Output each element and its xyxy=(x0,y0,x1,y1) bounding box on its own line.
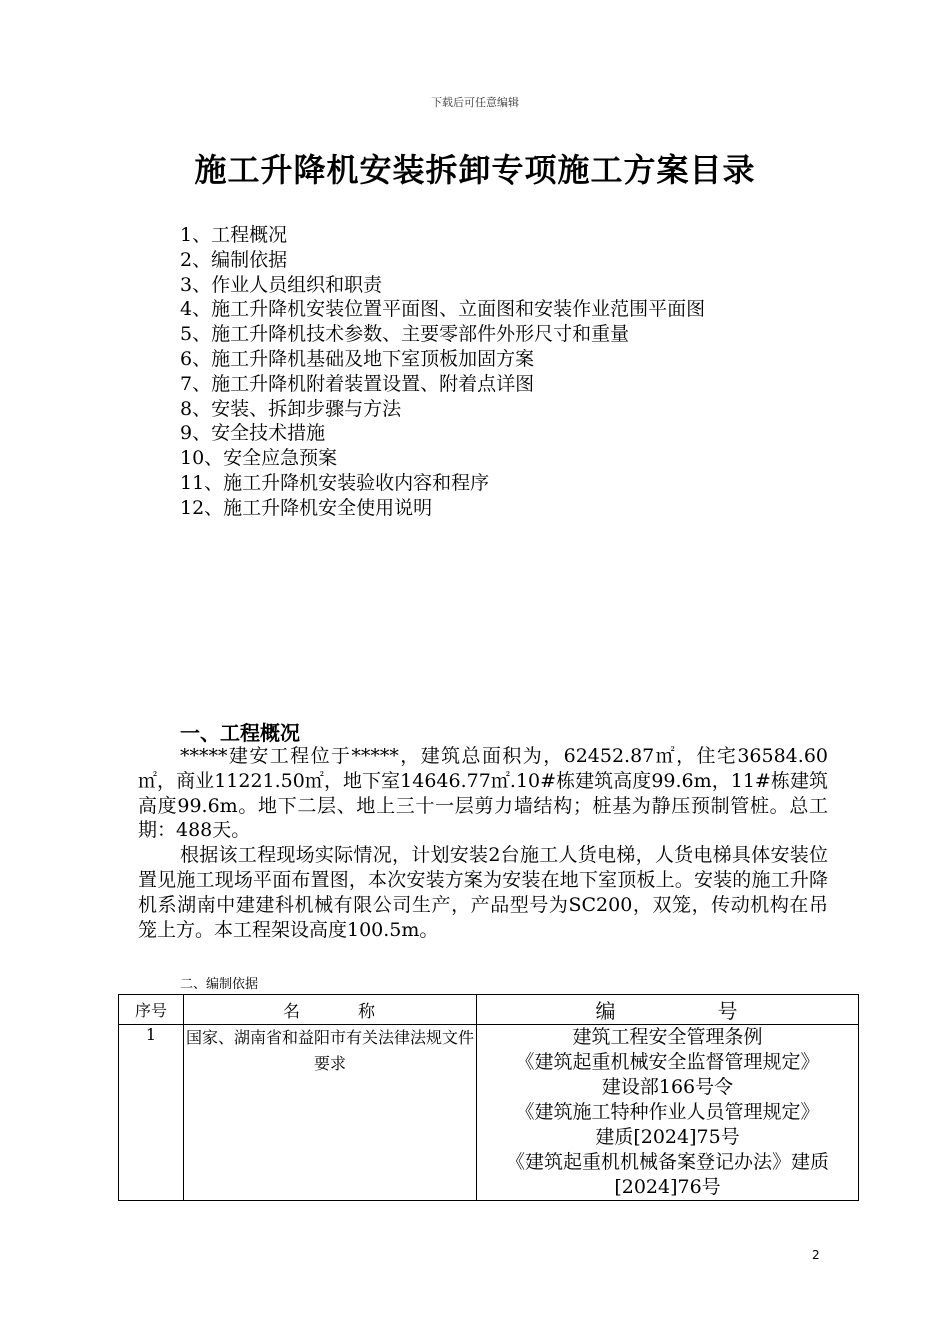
toc-item: 1、工程概况 xyxy=(180,224,288,246)
table-row xyxy=(119,1025,859,1201)
page-header-note: 下载后可任意编辑 xyxy=(431,96,519,109)
section-1-body xyxy=(138,744,828,942)
toc-item: 5、施工升降机技术参数、主要零部件外形尺寸和重量 xyxy=(180,323,630,346)
toc-item: 10、安全应急预案 xyxy=(180,447,338,470)
toc-item: 7、施工升降机附着装置设置、附着点详图 xyxy=(180,372,535,395)
basis-table xyxy=(118,994,859,1201)
column-header-name-char2: 称 xyxy=(358,1002,377,1022)
column-header-no: 序号 xyxy=(119,995,184,1025)
paragraph-installation-plan: 根据该工程现场实际情况，计划安装2台施工人货电梯，人货电梯具体安装位置见施工现场平面布置图，本次安装方案为安装在地下室顶板上。安装的施工升降机系湖南中建建科机械有限公司生产，产品型号为SC200，双笼，传动机构在吊笼上方。本工程架设高度100.5m。 xyxy=(138,844,828,941)
table-header-row xyxy=(119,995,859,1025)
column-header-code xyxy=(477,995,859,1025)
column-header-code-char2: 号 xyxy=(717,999,740,1023)
toc-item: 9、安全技术措施 xyxy=(180,422,326,445)
cell-name: 国家、湖南省和益阳市有关法律法规文件要求 xyxy=(184,1025,477,1201)
code-line: 《建筑起重机械安全监督管理规定》 xyxy=(515,1051,820,1073)
code-line: 建设部166号令 xyxy=(601,1076,734,1098)
code-line: 《建筑起重机机械备案登记办法》建质[2024]76号 xyxy=(505,1151,829,1198)
toc-item: 6、施工升降机基础及地下室顶板加固方案 xyxy=(180,347,535,370)
toc-item: 11、施工升降机安装验收内容和程序 xyxy=(180,471,490,494)
toc-item: 12、施工升降机安全使用说明 xyxy=(180,496,433,519)
cell-code xyxy=(477,1025,859,1201)
toc-item: 4、施工升降机安装位置平面图、立面图和安装作业范围平面图 xyxy=(180,298,706,321)
section-2-heading: 二、编制依据 xyxy=(180,977,259,992)
code-line: 建质[2024]75号 xyxy=(595,1126,740,1148)
column-header-name xyxy=(184,995,477,1025)
toc-item: 2、编制依据 xyxy=(180,248,288,271)
column-header-code-char1: 编 xyxy=(595,999,618,1023)
page-number: 2 xyxy=(812,1248,820,1262)
document-title: 施工升降机安装拆卸专项施工方案目录 xyxy=(194,151,756,189)
paragraph-project-overview: *****建安工程位于*****，建筑总面积为，62452.87㎡，住宅36584.60㎡，商业11221.50㎡，地下室14646.77㎡.10#栋建筑高度99.6m，11#栋建筑高度99.6m。地下二层、地上三十一层剪力墙结构；桩基为静压预制管桩。总工期：488天。 xyxy=(138,745,828,842)
code-line: 建筑工程安全管理条例 xyxy=(572,1026,763,1048)
column-header-name-char1: 名 xyxy=(283,1002,302,1022)
code-line: 《建筑施工特种作业人员管理规定》 xyxy=(515,1101,820,1123)
section-1-heading: 一、工程概况 xyxy=(180,721,300,745)
toc-item: 3、作业人员组织和职责 xyxy=(180,273,383,296)
toc-item: 8、安装、拆卸步骤与方法 xyxy=(180,397,402,420)
cell-no: 1 xyxy=(119,1025,184,1201)
table-of-contents xyxy=(180,223,705,521)
